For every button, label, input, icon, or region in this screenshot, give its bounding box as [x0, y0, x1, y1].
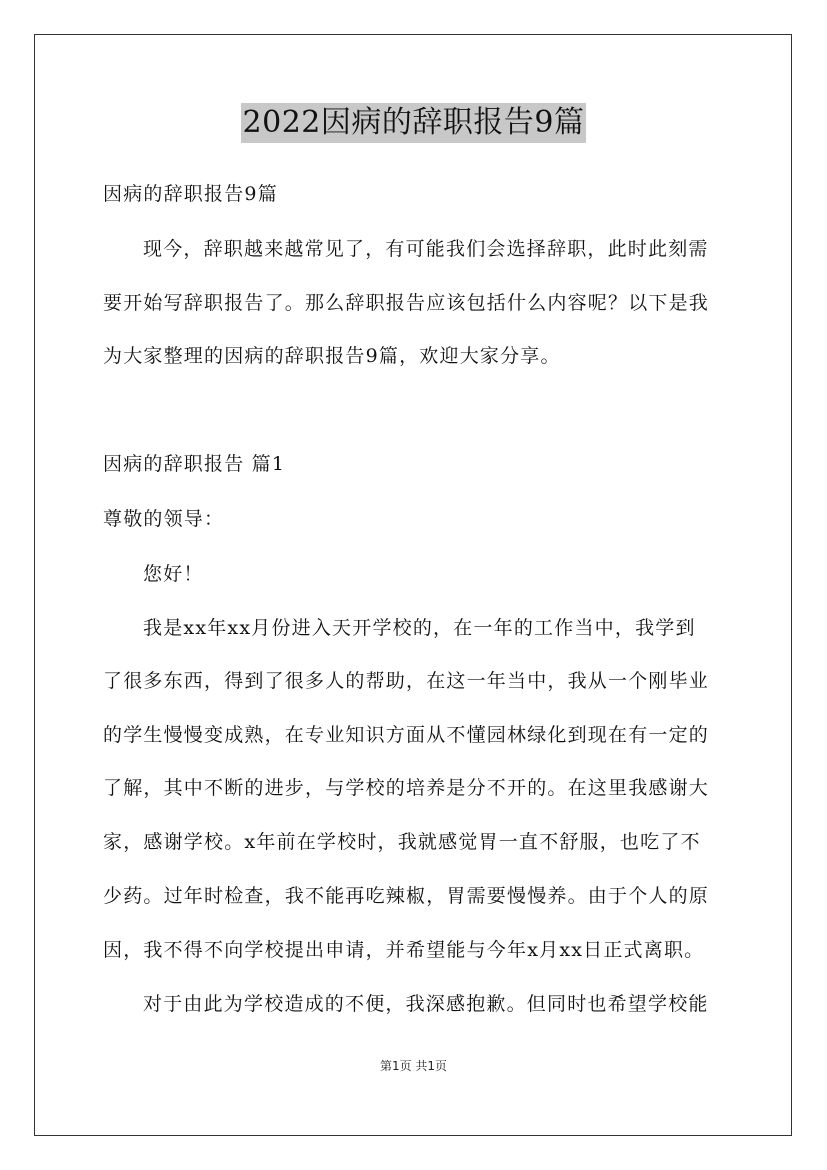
salutation-line: 尊敬的领导： — [103, 508, 225, 530]
paragraph-line: 因，我不得不向学校提出申请，并希望能与今年x月xx日正式离职。 — [103, 939, 705, 961]
greeting-line: 您好！ — [143, 563, 204, 585]
subtitle-line: 因病的辞职报告9篇 — [103, 183, 278, 205]
title-container — [0, 103, 827, 143]
section-heading: 因病的辞职报告 篇1 — [103, 453, 286, 475]
document-title: 2022因病的辞职报告9篇 — [241, 103, 587, 143]
paragraph-line: 我是xx年xx月份进入天开学校的，在一年的工作当中，我学到 — [143, 617, 696, 639]
paragraph-line: 为大家整理的因病的辞职报告9篇，欢迎大家分享。 — [103, 345, 561, 367]
paragraph-line: 了解，其中不断的进步，与学校的培养是分不开的。在这里我感谢大 — [103, 777, 710, 799]
paragraph-line: 要开始写辞职报告了。那么辞职报告应该包括什么内容呢？以下是我 — [103, 292, 710, 314]
paragraph-line: 对于由此为学校造成的不便，我深感抱歉。但同时也希望学校能 — [143, 993, 709, 1015]
page-footer: 第1页 共1页 — [379, 1059, 448, 1073]
paragraph-line: 了很多东西，得到了很多人的帮助，在这一年当中，我从一个刚毕业 — [103, 670, 710, 692]
paragraph-line: 家，感谢学校。x年前在学校时，我就感觉胃一直不舒服，也吃了不 — [103, 831, 701, 853]
paragraph-line: 现今，辞职越来越常见了，有可能我们会选择辞职，此时此刻需 — [143, 238, 709, 260]
paragraph-line: 的学生慢慢变成熟，在专业知识方面从不懂园林绿化到现在有一定的 — [103, 724, 710, 746]
paragraph-line: 少药。过年时检查，我不能再吃辣椒，胃需要慢慢养。由于个人的原 — [103, 885, 710, 907]
